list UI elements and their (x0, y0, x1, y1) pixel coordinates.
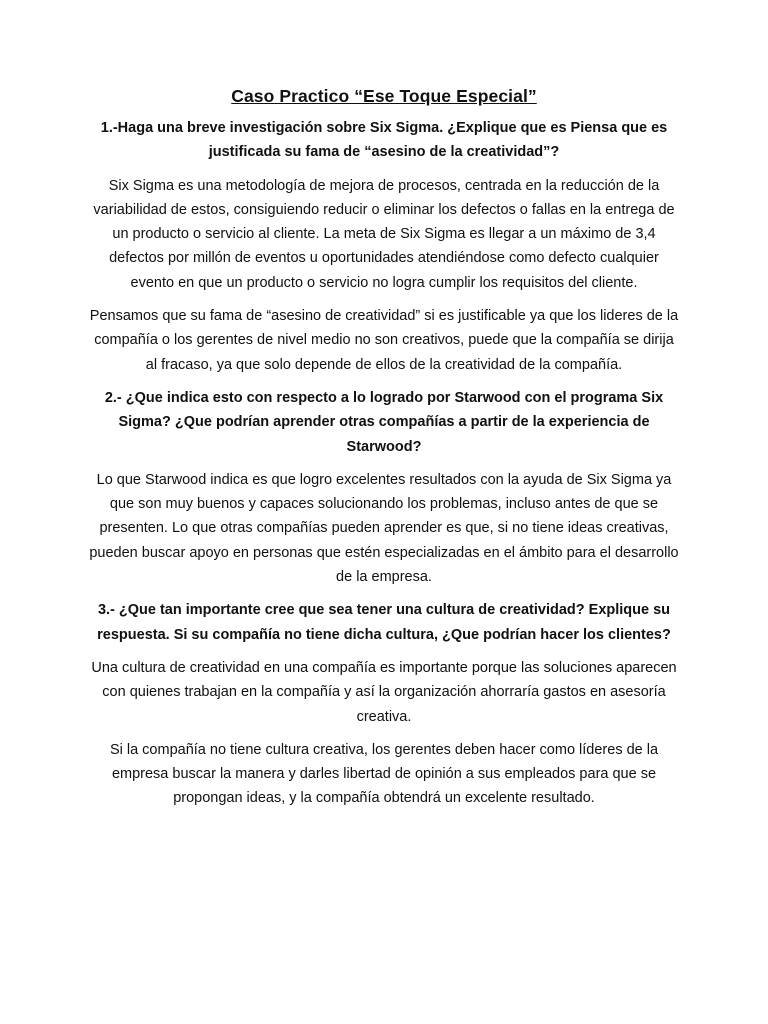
answer-3-paragraph-2: Si la compañía no tiene cultura creativa, los gerentes deben hacer como líderes de la empresa buscar la manera y darles libertad de opinión a sus empleados para que se propongan ideas, y la compañía obtendrá un excelente resultado. (109, 741, 659, 807)
answer-2-paragraph-1: Lo que Starwood indica es que logro excelentes resultados con la ayuda de Six Sigma ya que son muy buenos y capaces solucionando los problemas, incluso antes de que se presenten. Lo que otras compañías pueden aprender es que, si no tiene ideas creativas, pueden buscar apoyo en personas que estén especializadas en el ámbito para el desarrollo de la empresa. (89, 471, 679, 586)
answer-3-paragraph-1: Una cultura de creatividad en una compañía es importante porque las soluciones aparecen con quienes trabajan en la compañía y así la organización ahorraría gastos en asesoría creativa. (91, 659, 677, 725)
document-title: Caso Practico “Ese Toque Especial” (231, 86, 537, 106)
question-2: 2.- ¿Que indica esto con respecto a lo logrado por Starwood con el programa Six Sigma? ¿Que podrían aprender otras compañías a partir de la experiencia de Starwood? (104, 389, 664, 455)
document-body (88, 84, 680, 820)
answer-1-paragraph-2: Pensamos que su fama de “asesino de creatividad” si es justificable ya que los lideres de la compañía o los gerentes de nivel medio no son creativos, puede que la compañía se dirija al fracaso, ya que solo depende de ellos de la creatividad de la compañía. (89, 308, 679, 373)
question-3: 3.- ¿Que tan importante cree que sea tener una cultura de creatividad? Explique su respuesta. Si su compañía no tiene dicha cultura, ¿Que podrían hacer los clientes? (97, 602, 671, 643)
answer-1-paragraph-1: Six Sigma es una metodología de mejora de procesos, centrada en la reducción de la variabilidad de estos, consiguiendo reducir o eliminar los defectos o fallas en la entrega de un producto o servicio al cliente. La meta de Six Sigma es llegar a un máximo de 3,4 defectos por millón de eventos u oportunidades atendiéndose como defecto cualquier evento en que un producto o servicio no logra cumplir los requisitos del cliente. (93, 177, 675, 291)
question-1: 1.-Haga una breve investigación sobre Six Sigma. ¿Explique que es Piensa que es justificada su fama de “asesino de la creatividad”? (100, 120, 668, 161)
